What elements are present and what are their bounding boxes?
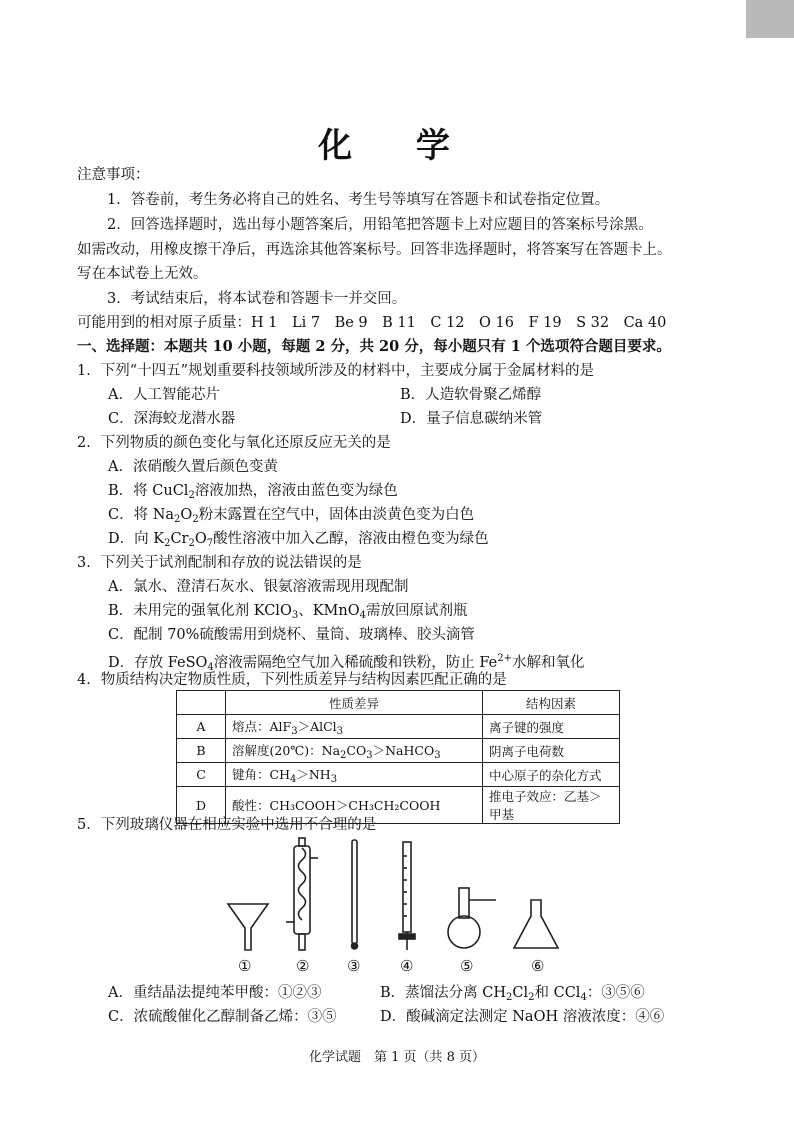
q2-stem: 2．下列物质的颜色变化与氧化还原反应无关的是 [77, 435, 391, 451]
notice-item-2-cont: 如需改动，用橡皮擦干净后，再选涂其他答案标号。回答非选择题时，将答案写在答题卡上。 [77, 242, 672, 258]
atomic-masses: 可能用到的相对原子质量：H 1 Li 7 Be 9 B 11 C 12 O 16 F 19 S 32 Ca 40 [77, 315, 667, 331]
table-cell: 熔点：AlF$_3$＞AlCl$_3$ [226, 715, 483, 739]
table-cell: 酸性：CH₃COOH＞CH₃CH₂COOH [226, 787, 483, 824]
distilling-flask-icon [448, 888, 496, 948]
table-cell: 溶解度(20℃)：$Na_2CO_3>NaHCO_3$ [226, 739, 483, 763]
notice-item-2: 2．回答选择题时，选出每小题答案后，用铅笔把答题卡上对应题目的答案标号涂黑。 [107, 217, 653, 233]
notice-heading: 注意事项： [77, 167, 150, 183]
table-row [177, 763, 620, 787]
thermometer-icon [352, 840, 358, 949]
table-cell: 离子键的强度 [483, 715, 620, 739]
apparatus-label-1: ① [238, 957, 252, 975]
q1-option-d: D．量子信息碳纳米管 [400, 411, 543, 427]
page-title: 化 学 [318, 126, 476, 166]
table-cell: 推电子效应：乙基＞甲基 [483, 787, 620, 824]
q2-option-b: B．将 CuCl$_2$溶液加热，溶液由蓝色变为绿色 [108, 483, 398, 501]
apparatus-label-2: ② [296, 957, 310, 975]
notice-item-2-end: 写在本试卷上无效。 [77, 266, 208, 282]
table-cell: 阴离子电荷数 [483, 739, 620, 763]
q5-option-d: D．酸碱滴定法测定 NaOH 溶液浓度：④⑥ [380, 1009, 665, 1025]
q5-option-c: C．浓硫酸催化乙醇制备乙烯：③⑤ [108, 1009, 337, 1025]
q2-option-d: D．向 $K_2Cr_2O_7$酸性溶液中加入乙醇，溶液由橙色变为绿色 [108, 531, 489, 549]
q1-option-b: B．人造软骨聚乙烯醇 [400, 387, 542, 403]
q3-option-c: C．配制 70%硫酸需用到烧杯、量筒、玻璃棒、胶头滴管 [108, 627, 475, 643]
q4-stem: 4．物质结构决定物质性质，下列性质差异与结构因素匹配正确的是 [77, 672, 507, 688]
q1-stem: 1．下列“十四五”规划重要科技领域所涉及的材料中，主要成分属于金属材料的是 [77, 363, 595, 379]
table-header-row [177, 691, 620, 715]
table-cell: C [177, 763, 226, 787]
q3-stem: 3．下列关于试剂配制和存放的说法错误的是 [77, 555, 362, 571]
table-cell: 键角：$CH_4>NH_3$ [226, 763, 483, 787]
table-row [177, 715, 620, 739]
apparatus-label-5: ⑤ [460, 957, 474, 975]
page-footer: 化学试题 第 1 页（共 8 页） [308, 1050, 486, 1065]
conical-flask-icon [514, 900, 558, 948]
table-cell: B [177, 739, 226, 763]
notice-item-1: 1．答卷前，考生务必将自己的姓名、考生号等填写在答题卡和试卷指定位置。 [107, 192, 610, 208]
q4-table [176, 690, 620, 824]
apparatus-label-4: ④ [400, 957, 414, 975]
table-cell: A [177, 715, 226, 739]
table-header-cell: 结构因素 [483, 691, 620, 715]
q2-option-c: C．将 $Na_2O_2$粉末露置在空气中，固体由淡黄色变为白色 [108, 507, 475, 525]
glassware-illustration [210, 836, 570, 956]
apparatus-label-3: ③ [347, 957, 361, 975]
q1-option-c: C．深海蛟龙潜水器 [108, 411, 236, 427]
table-header-cell: 性质差异 [226, 691, 483, 715]
q3-option-b: B．未用完的强氧化剂 KClO$_3$、KMnO$_4$需放回原试剂瓶 [108, 603, 468, 621]
q5-option-b: B．蒸馏法分离 $CH_2Cl_2$和 CCl$_4$：③⑤⑥ [380, 985, 645, 1003]
condenser-icon [286, 838, 318, 950]
q3-option-d: D．存放 FeSO$_4$溶液需隔绝空气加入稀硫酸和铁粉，防止 $Fe^{2+}$水解和氧化 [108, 653, 585, 673]
page-corner-shadow [746, 0, 794, 38]
q3-option-a: A．氯水、澄清石灰水、银氨溶液需现用现配制 [108, 579, 409, 595]
q5-stem: 5．下列玻璃仪器在相应实验中选用不合理的是 [77, 817, 377, 833]
burette-icon [399, 842, 415, 950]
apparatus-label-6: ⑥ [531, 957, 545, 975]
table-cell: 中心原子的杂化方式 [483, 763, 620, 787]
q5-option-a: A．重结晶法提纯苯甲酸：①②③ [108, 985, 322, 1001]
table-header-cell [177, 691, 226, 715]
q2-option-a: A．浓硝酸久置后颜色变黄 [108, 459, 278, 475]
q1-option-a: A．人工智能芯片 [108, 387, 220, 403]
funnel-icon [228, 904, 268, 950]
table-cell: D [177, 787, 226, 824]
notice-item-3: 3．考试结束后，将本试卷和答题卡一并交回。 [107, 291, 407, 307]
table-row [177, 739, 620, 763]
section-heading: 一、选择题：本题共 10 小题，每题 2 分，共 20 分，每小题只有 1 个选项符合题目要求。 [77, 338, 671, 355]
